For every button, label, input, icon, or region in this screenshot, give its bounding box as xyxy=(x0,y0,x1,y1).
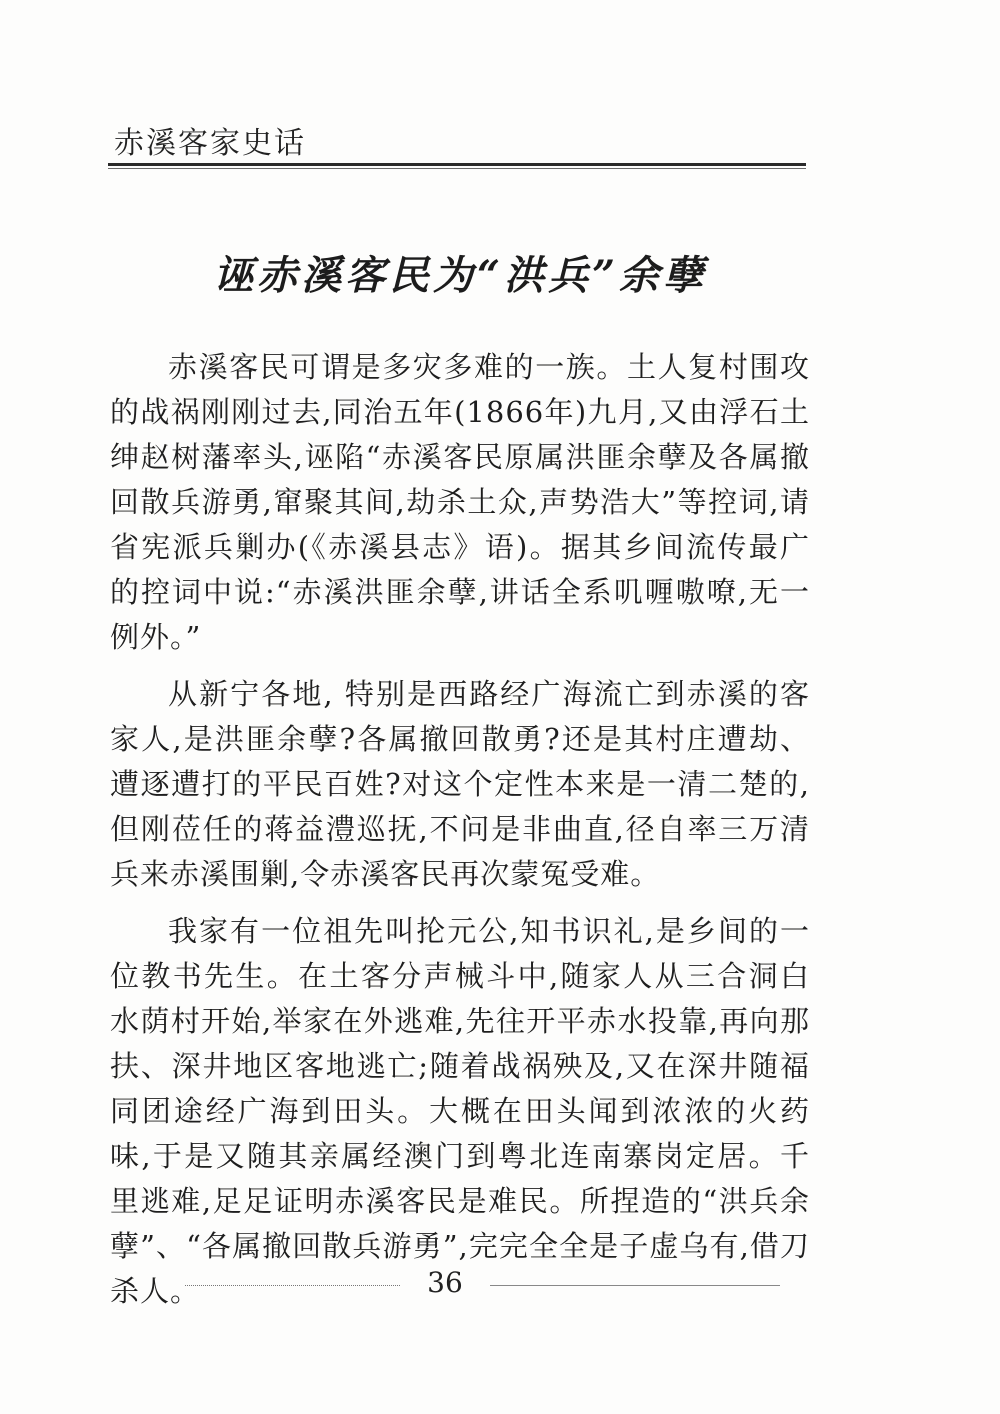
article-body xyxy=(110,345,810,1326)
running-header: 赤溪客家史话 xyxy=(114,126,306,161)
header-rule xyxy=(108,163,806,166)
paragraph: 赤溪客民可谓是多灾多难的一族。土人复村围攻的战祸刚刚过去,同治五年(1866年)九月,又由浮石土绅赵树藩率头,诬陷“赤溪客民原属洪匪余孽及各属撤回散兵游勇,窜聚其间,劫杀土众,声势浩大”等控词,请省宪派兵剿办(《赤溪县志》语)。据其乡间流传最广的控词中说:“赤溪洪匪余孽,讲话全系叽喱嗷嘹,无一例外。” xyxy=(110,350,810,654)
page-footer xyxy=(185,1266,785,1302)
header-rule-thin xyxy=(108,168,806,169)
paragraph: 从新宁各地, 特别是西路经广海流亡到赤溪的客家人,是洪匪余孽?各属撤回散勇?还是其村庄遭劫、遭逐遭打的平民百姓?对这个定性本来是一清二楚的,但刚莅任的蒋益澧巡抚,不问是非曲直,径自率三万清兵来赤溪围剿,令赤溪客民再次蒙冤受难。 xyxy=(110,677,810,891)
paragraph: 我家有一位祖先叫抡元公,知书识礼,是乡间的一位教书先生。在土客分声械斗中,随家人从三合洞白水荫村开始,举家在外逃难,先往开平赤水投靠,再向那扶、深井地区客地逃亡;随着战祸殃及,又在深井随福同团途经广海到田头。大概在田头闻到浓浓的火药味,于是又随其亲属经澳门到粤北连南寨岗定居。千里逃难,足足证明赤溪客民是难民。所捏造的“洪兵余孽”、“各属撤回散兵游勇”,完完全全是子虚乌有,借刀杀人。 xyxy=(110,914,810,1308)
footer-rule-left xyxy=(185,1285,400,1286)
footer-rule-right xyxy=(490,1285,780,1286)
article-title: 诬赤溪客民为“洪兵”余孽 xyxy=(212,252,707,299)
page-number: 36 xyxy=(427,1266,463,1299)
